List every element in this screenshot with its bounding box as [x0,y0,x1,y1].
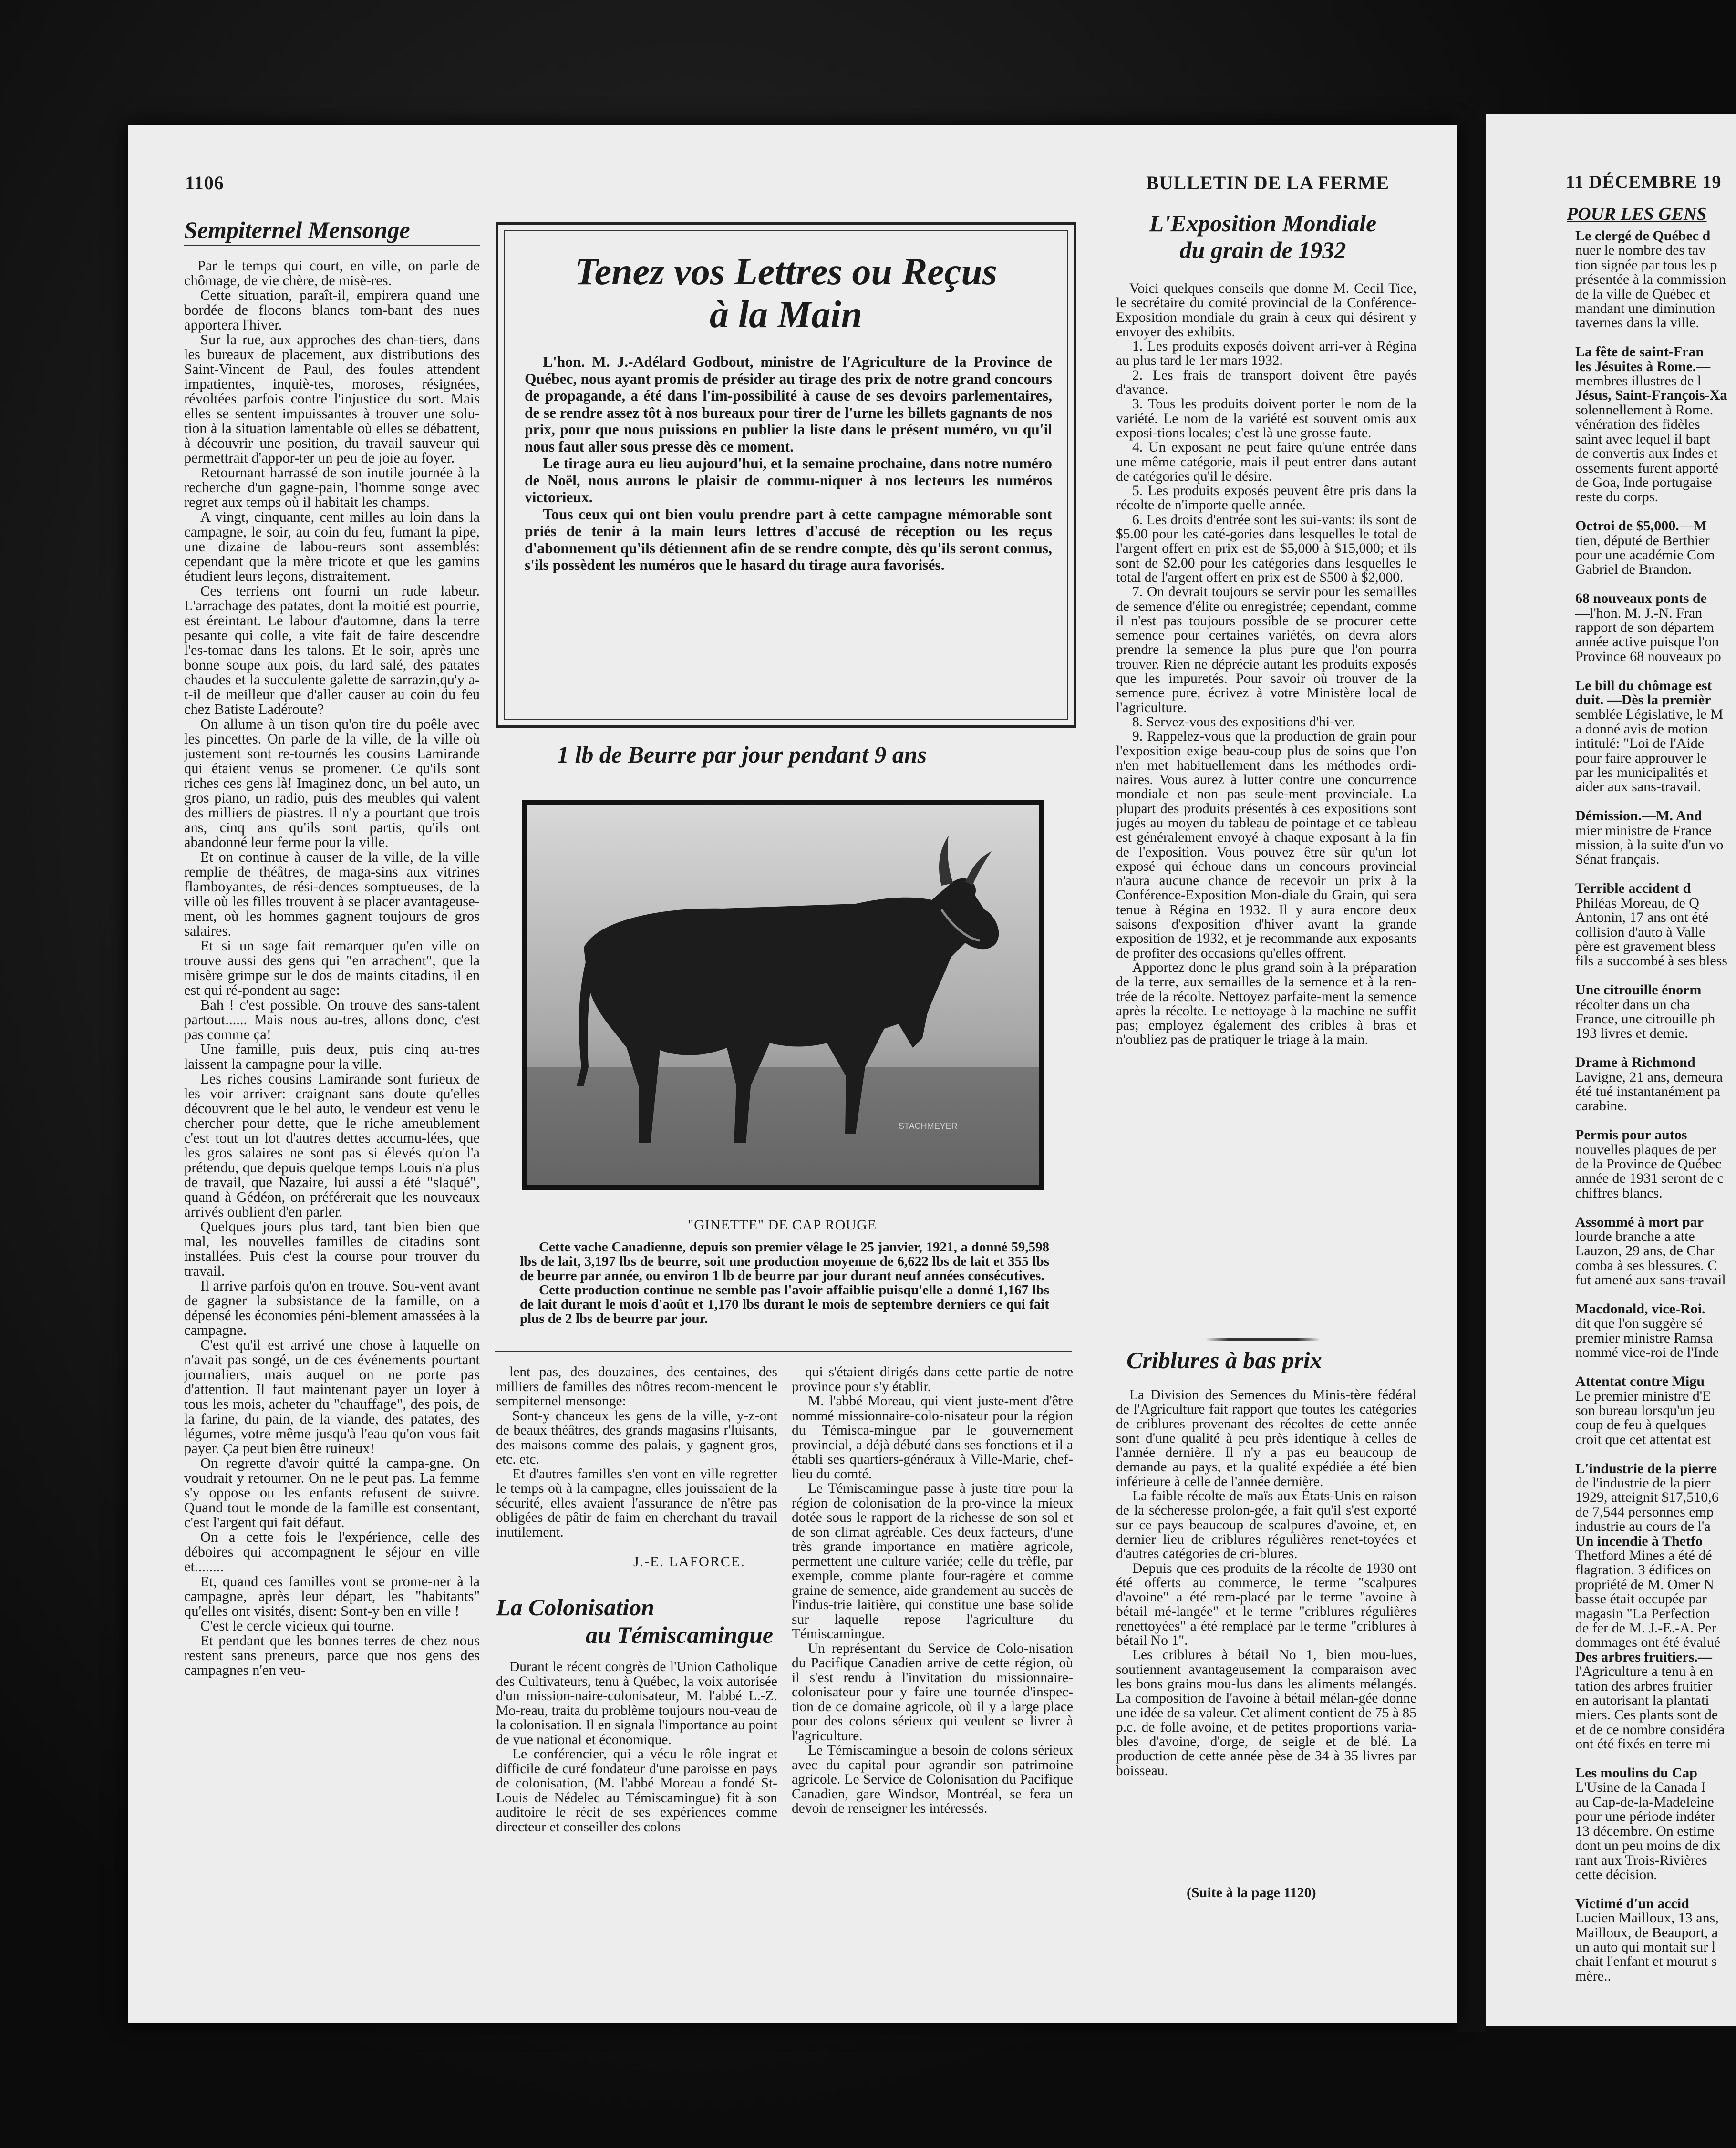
announcement-title-line-2: à la Main [709,293,863,336]
brief-line: père est gravement bless [1575,939,1716,954]
brief-line: de Goa, Inde portugaise [1575,475,1712,490]
paragraph: Et pendant que les bonnes terres de chez nous restent sans preneurs, parce que nos gens des campagnes n'en veu- [184,1632,480,1678]
colonisation-title-line-1: La Colonisation [496,1594,655,1621]
brief-line: et de ce nombre considéra [1575,1722,1725,1737]
paragraph: Depuis que ces produits de la récolte de 1930 ont été offerts au commerce, le terme "scalpures d'avoine" a été rem-placé par le terme "avoine à bétail mé-langée" et le terme "criblures régulières renettoyées" a été remplacé par le terme "criblures à bétail No 1". [1116,1560,1416,1649]
brief-line: carabine. [1575,1099,1628,1114]
left-article-title: Sempiternel Mensonge [184,217,410,243]
paragraph: Sur la rue, aux approches des chan-tiers, dans les bureaux de placement, aux distributions des Saint-Vincent de Paul, des foules attendent impatientes, inquiè-tes, moroses, résignées, révoltées parfois contre l'injustice du sort. Mais elles se sentent impuissantes à trouver une solu-tion à la situation lamentable où elles se débattent, à découvrir une position, du travail sauveur qui permettrait d'appor-ter un peu de joie au foyer. [184,331,480,466]
brief-line: année de 1931 seront de c [1575,1171,1724,1186]
colonisation-title-line-2: au Témiscamingue [586,1621,774,1648]
announcement-title [498,251,1074,336]
paragraph: Durant le récent congrès de l'Union Catholique des Cultivateurs, tenu à Québec, la voix autorisée d'un mission-naire-colonisateur, M. l'abbé L.-Z. Mo-reau, traita du problème toujours nou-veau de la colonisation. Il en signala l'importance au point de vue national et économique. [496,1659,777,1747]
paragraph: Les riches cousins Lamirande sont furieux de les voir arriver: craignant sans doute qu'elles découvrent que le bel auto, le vendeur est venu le chercher pour dette, que le riche ameublement c'est tout un lot d'autres dettes accumu-lées, que les gros salaires ne sont pas si élevés qu'on l'a prétendu, que depuis quelque temps Louis n'a plus de travail, que Nazaire, lui aussi a été "slaqué", quand à Gédéon, on préférerait que les nouveaux arrivés oublient d'en parler. [184,1071,480,1220]
paragraph: Et d'autres familles s'en vont en ville regretter le temps où à la campagne, elles jouissaient de la sécurité, elles avaient l'assurance de n'être pas obligées de pâtir de faim en cherchant du travail inutilement. [496,1466,777,1540]
brief-line: coup de feu à quelques [1575,1418,1706,1433]
newspaper-page [128,125,1457,2023]
brief-line: croit que cet attentat est [1575,1432,1711,1447]
brief-line: de la ville de Québec et [1575,287,1710,302]
paragraph: 7. On devrait toujours se servir pour les semailles de semence d'élite ou enregistrée; cependant, comme il n'est pas toujours possible de se procurer cette semence pour certaines variétés, on devra alors prendre la semence la plus pure que l'on pourra trouver. Rien ne déprécie autant les produits exposés que les impuretés. Pour savoir où trouver de la semence pure, écrivez à votre Ministère local de l'agriculture. [1116,584,1416,715]
announcement-body [525,353,1052,574]
paragraph: Ces terriens ont fourni un rude labeur. L'arrachage des patates, dont la moitié est pourrie, est éreintant. Le labour d'automne, dans la terre pesante qui colle, a vite fait de faire descendre l'es-tomac dans les talons. Et le soir, après une bonne soupe aux pois, du lard salé, des patates chaudes et la succulente galette de sarrazin,qu'y a-t-il de meilleur que d'aller causer au coin du feu chez Batiste Ladéroute? [184,583,480,717]
brief-line: Permis pour autos [1575,1128,1687,1143]
paragraph: Voici quelques conseils que donne M. Cecil Tice, le secrétaire du comité provincial de la Conférence-Exposition mondiale du grain à ceux qui désirent y envoyer des exhibits. [1116,281,1416,340]
brief-line [1575,1360,1736,1374]
brief-line: un auto qui montait sur l [1575,1940,1716,1955]
brief-line: rant aux Trois-Rivières [1575,1853,1707,1868]
brief-line: reste du corps. [1575,490,1659,505]
paragraph: Cette situation, paraît-il, empirera quand une bordée de flocons blancs tom-bant des nues apportera l'hiver. [184,287,480,333]
brief-line: miers. Ces plants sont de [1575,1708,1718,1723]
paragraph: Et, quand ces familles vont se prome-ner à la campagne, après leur départ, les "habitants" qu'elles ont visités, disent: Sont-y ben en ville ! [184,1573,480,1619]
brief-line: Attentat contre Migu [1575,1374,1705,1389]
brief-line: son bureau lorsqu'un jeu [1575,1403,1715,1418]
brief-line: Une citrouille énorm [1575,983,1702,998]
paragraph: La Division des Semences du Minis-tère fédéral de l'Agriculture fait rapport que toutes les catégories de criblures provenant des récoltes de cette année sont d'une qualité à peu près identique à celles de l'année dernière. Il n'y a pas eu beaucoup de demande au pays, et la qualité expédiée a été bien inférieure à celle de l'année dernière. [1116,1387,1416,1489]
exposition-title-line-2: du grain de 1932 [1179,237,1346,263]
paragraph: Apportez donc le plus grand soin à la préparation de la terre, aux semailles de la semence et à la ren-trée de la récolte. Nettoyez parfaite-ment la semence après la récolte. Le nettoyage à la machine ne suffit pas; employez également des cribles à bras et n'oubliez pas de pratiquer le triage à la main. [1116,960,1416,1048]
brief-line: tavernes dans la ville. [1575,316,1699,330]
paragraph: 1. Les produits exposés doivent arri-ver à Régina au plus tard le 1er mars 1932. [1116,339,1416,369]
continued-note: (Suite à la page 1120) [1187,1885,1316,1900]
brief-line [1575,505,1736,519]
brief-line: fils a succombé à ses bless [1575,954,1728,969]
brief-line: de fer de M. J.-E.-A. Per [1575,1621,1716,1636]
brief-line: nuer le nombre des tav [1575,243,1706,258]
paragraph: M. l'abbé Moreau, qui vient juste-ment d'être nommé missionnaire-colo-nisateur pour la région du Témisca-mingue par le gouvernement provincial, a déjà débuté dans ses fonctions et il a établi ses quartiers-généraux à Ville-Marie, chef-lieu du comté. [792,1394,1073,1482]
brief-line: de la Province de Québec [1575,1157,1722,1172]
brief-line: aider aux sans-travail. [1575,780,1702,795]
announcement-box [496,222,1076,728]
brief-line: Lauzon, 29 ans, de Char [1575,1244,1715,1259]
brief-line: Macdonald, vice-Roi. [1575,1302,1705,1317]
ornamental-rule [1206,1338,1320,1341]
brief-line: chait l'enfant et mourut s [1575,1954,1717,1969]
brief-line: Philéas Moreau, de Q [1575,896,1699,911]
photo-caption [520,1240,1049,1326]
brief-line: Les moulins du Cap [1575,1766,1697,1781]
colonisation-column [496,1660,777,1834]
brief-line: nommé vice-roi de l'Inde [1575,1345,1719,1360]
brief-line: flagration. 3 édifices on [1575,1563,1711,1578]
brief-line: Mailloux, de Beauport, a [1575,1925,1718,1940]
brief-line: saint avec lequel il bapt [1575,432,1711,447]
paragraph: Les criblures à bétail No 1, bien mou-lues, soutiennent avantageusement la comparaison avec les bons grains mou-lus dans les aliments mélangés. La composition de l'avoine à bétail mélan-gée donne une idée de sa valeur. Cet aliment contient de 75 à 85 p.c. de folle avoine, et de petites proportions varia-bles d'avoine, d'orge, de seigle et de blé. La production de cette année pèse de 34 à 35 livres par boisseau. [1116,1647,1416,1778]
brief-line: solennellement à Rome. [1575,403,1714,418]
brief-line: ossements furent apporté [1575,461,1718,475]
paragraph: lent pas, des douzaines, des centaines, des milliers de familles des nôtres recom-mencent le sempiternel mensonge: [496,1364,777,1409]
page-gutter [1457,110,1486,2032]
caption-title: "GINETTE" DE CAP ROUGE [687,1217,877,1233]
brief-line: cette décision. [1575,1867,1657,1882]
paragraph: A vingt, cinquante, cent milles au loin dans la campagne, le soir, au coin du feu, fumant la pipe, une dizaine de labou-reurs sont assemblés: cependant que la mère tricote et que les gamins étudient leurs leçons, distraitement. [184,509,480,584]
brief-line: pour une période indéter [1575,1809,1716,1824]
announcement-title-line-1: Tenez vos Lettres ou Reçus [575,251,997,293]
paragraph: Le Témiscamingue a besoin de colons sérieux avec du capital pour agrandir son patrimoine agricole. Le Service de Colonisation du Pacifique Canadien, gare Windsor, Montréal, se fera un devoir de renseigner les intéressés. [792,1743,1073,1816]
brief-line [1575,1041,1736,1055]
brief-line: duit. —Dès la premièr [1575,693,1711,708]
brief-line: tation des arbres fruitier [1575,1679,1713,1694]
exposition-column [1116,281,1416,1047]
brief-line: de l'industrie de la pierr [1575,1476,1711,1491]
paragraph: On allume à un tison qu'on tire du poêle avec les pincettes. On parle de la ville, de la ville où justement sont re-tournés les cousins Lamirande qui étaient venus se promener. Ce qu'ils sont riches ces gens là! Imaginez donc, un bel auto, un gros piano, un radio, puis des meubles qui valent des milliers de piastres. Il n'y a pourtant que trois ans, cinq ans qu'ils sont partis, qu'ils ont abandonné leur ferme pour la ville. [184,716,480,850]
paragraph: Un représentant du Service de Colo-nisation du Pacifique Canadien arrive de cette région, où il s'est rendu à l'invitation du missionnaire-colonisateur pour y faire une tournée d'inspec-tion de ce domaine agricole, où il y a large place pour des colons sérieux qui veulent se livrer à l'agriculture. [792,1641,1073,1744]
brief-line: membres illustres de l [1575,374,1702,389]
paragraph: 4. Un exposant ne peut faire qu'une entrée dans une même catégorie, mais il peut entrer dans autant de catégories qu'il le désire. [1116,440,1416,484]
brief-line: Antonin, 17 ans ont été [1575,910,1709,925]
brief-line: l'Agriculture a tenu à en [1575,1664,1713,1679]
brief-line: L'industrie de la pierre [1575,1461,1717,1476]
brief-line: dit que l'on suggère sé [1575,1316,1703,1331]
brief-line: Assommé à mort par [1575,1215,1704,1230]
paragraph: L'hon. M. J.-Adélard Godbout, ministre de l'Agriculture de la Province de Québec, nous ayant promis de présider au tirage des prix de notre grand concours de propagande, a été dans l'im-possibilité à cause de ses devoirs parlementaires, de se rendre assez tôt à nos bureaux pour tirer de l'urne les billets gagnants de nos prix, pour que nous puissions en publier la liste dans le présent numéro, vu qu'il nous faut aller sous presse dès ce moment. [525,353,1052,455]
paragraph: 9. Rappelez-vous que la production de grain pour l'exposition exige beau-coup plus de soins que l'on n'en met habituellement dans les méthodes ordi-naires. Vous aurez à lutter contre une concurrence mondiale et non pas seule-ment provinciale. La plupart des produits présentés à ces expositions sont jugés au moyen du tableau de pointage et ce tableau est généralement envoyé à chaque exposant à la fin de l'exposition. Vous pouvez être sûr qu'un lot exposé qui échoue dans un concours provincial n'aura aucune chance de recevoir un prix à la Conférence-Exposition Mon-diale du Grain, qui sera tenue à Régina en 1932. Il y aura encore deux saisons d'exposition d'hiver avant la grande exposition de 1932, et je recommande aux exposants de profiter des occasions qu'elles offrent. [1116,729,1416,961]
paragraph: Une famille, puis deux, puis cinq au-tres laissent la campagne pour la ville. [184,1041,480,1072]
colonisation-continuation [792,1365,1073,1816]
brief-line: premier ministre Ramsa [1575,1331,1713,1346]
brief-line: mier ministre de France [1575,823,1712,838]
exposition-title-line-1: L'Exposition Mondiale [1149,210,1377,237]
next-page-date: 11 DÉCEMBRE 19 [1566,172,1722,192]
paragraph: 8. Servez-vous des expositions d'hi-ver. [1132,714,1355,730]
brief-line: de 7,544 personnes emp [1575,1505,1714,1520]
brief-line: de convertis aux Indes et [1575,446,1718,461]
brief-line: magasin "La Perfection [1575,1606,1710,1621]
caption-paragraph: Cette production continue ne semble pas l'avoir affaiblie puisqu'elle a donné 1,167 lbs de lait durant le mois d'août et 1,170 lbs durant le mois de septembre derniers ce qui fait plus de 2 lbs de beurre par jour. [520,1282,1049,1326]
paragraph: Il arrive parfois qu'on en trouve. Sou-vent avant de gagner la subsistance de la famille, on a dépensé les économies péni-blement amassées à la campagne. [184,1278,480,1338]
brief-line: 13 décembre. On estime [1575,1824,1715,1839]
brief-line: Thetford Mines a été dé [1575,1548,1712,1563]
paragraph: 6. Les droits d'entrée sont les sui-vants: ils sont de $5.00 pour les caté-gories dans lesquelles le total de l'argent offert en prix est de $5,000 à $15,000; et ils sont de $2.00 pour les catégories dans lesquelles le total de l'argent offert en prix est de $500 à $2,000. [1116,512,1416,585]
brief-line: au Cap-de-la-Madeleine [1575,1795,1714,1810]
publication-title: BULLETIN DE LA FERME [1146,172,1390,194]
article-signature: J.-E. LAFORCE. [633,1554,745,1570]
brief-line: intitulé: "Loi de l'Aide [1575,736,1705,751]
brief-line: pour faire approuver le [1575,751,1707,766]
paragraph: Quelques jours plus tard, tant bien bien que mal, les nouvelles familles de citadins sont installées. Puis c'est la course pour trouver du travail. [184,1219,480,1279]
brief-line [1575,1288,1736,1302]
brief-line: fut amené aux sans-travail [1575,1273,1726,1288]
brief-line [1575,664,1736,678]
paragraph: Et si un sage fait remarquer qu'en ville on trouve aussi des gens qui "en arrachent", que la misère grimpe sur le dos de maints citadins, il en est qui ré-pondent au sage: [184,938,480,998]
brief-line: Le premier ministre d'E [1575,1389,1711,1404]
brief-line: Victimé d'un accid [1575,1896,1689,1911]
page-number: 1106 [185,172,224,194]
brief-line: Des arbres fruitiers.— [1575,1650,1712,1665]
brief-line: basse était occupée par [1575,1592,1707,1607]
brief-line: ont été fixés en terre mi [1575,1737,1711,1752]
paragraph: 3. Tous les produits doivent porter le nom de la variété. Le nom de la variété est souvent omis aux exposi-tions locales; c'est là une grosse faute. [1116,396,1416,441]
brief-line: dont un peu moins de dix [1575,1838,1721,1853]
paragraph: qui s'étaient dirigés dans cette partie de notre province pour s'y établir. [792,1364,1073,1394]
paragraph: Et on continue à causer de la ville, de la ville remplie de théâtres, de maga-sins aux vitrines flamboyantes, de rési-dences somptueuses, de la ville où les filles trouvent à se placer avantageuse-ment, où les hommes gagnent toujours de gros salaires. [184,849,480,939]
brief-line: année active puisque l'on [1575,635,1719,650]
criblures-title: Criblures à bas prix [1126,1347,1322,1373]
brief-line: Octroi de $5,000.—M [1575,519,1707,534]
brief-line: vénération des fidèles [1575,417,1700,432]
brief-line: mandant une diminution [1575,301,1715,316]
brief-line [1575,1114,1736,1128]
paragraph: 2. Les frais de transport doivent être payés d'avance. [1116,367,1416,398]
paragraph: 5. Les produits exposés peuvent être pris dans la récolte de n'importe quelle année. [1116,483,1416,513]
brief-line: 1929, atteignit $17,510,6 [1575,1490,1719,1505]
photo-headline: 1 lb de Beurre par jour pendant 9 ans [557,741,927,768]
next-page-fragment [1486,114,1736,2026]
brief-line: dommages ont été évalué [1575,1635,1721,1650]
brief-line: industrie au cours de l'a [1575,1519,1711,1534]
brief-line: France, une citrouille ph [1575,1012,1715,1027]
brief-line: en autorisant la plantati [1575,1694,1709,1708]
paragraph: Tous ceux qui ont bien voulu prendre part à cette campagne mémorable sont priés de tenir à la main leurs lettres d'accusé de réception ou les reçus d'abonnement qu'ils détiennent afin de se rendre compte, dès qu'ils seront connus, s'ils possèdent les numéros que le hasard du tirage aura favorisés. [525,506,1052,573]
brief-line: collision d'auto à Valle [1575,925,1705,940]
brief-line: tion signée par tous les p [1575,258,1717,273]
next-page-briefs [1575,229,1736,1983]
paragraph: Par le temps qui court, en ville, on parle de chômage, de vie chère, de misè-res. [184,258,480,289]
next-page-heading: POUR LES GENS [1567,204,1707,224]
section-divider [495,1351,1072,1352]
brief-line [1575,1447,1736,1461]
title-underline [184,245,480,246]
left-article-column [184,258,480,1678]
brief-line: a donné avis de motion [1575,722,1708,737]
paragraph: La faible récolte de maïs aux États-Unis en raison de la sécheresse prolon-gée, a fait qu'il s'est exporté sur ce pays beaucoup de scalpures d'avoine, et, en dernier lieu de criblures régulières renet-toyées et d'autres catégories de cri-blures. [1116,1488,1416,1562]
brief-line: été tué instantanément pa [1575,1084,1721,1099]
paragraph: Bah ! c'est possible. On trouve des sans-talent partout...... Mais nous au-tres, allons donc, c'est pas comme ça! [184,997,480,1043]
brief-line [1575,577,1736,591]
brief-line [1575,969,1736,983]
paragraph: C'est qu'il est arrivé une chose à laquelle on n'avait pas songé, un de ces événements pourtant journaliers, mais auquel on ne porte pas d'attention. Il faut maintenant payer un loyer à tous les mois, acheter du "chauffage", des pois, de la farine, du pain, de la viande, des patates, des légumes, votre même jusqu'à l'eau qu'on vous fait payer. Ça peut bien être ruineux! [184,1337,480,1456]
brief-line: chiffres blancs. [1575,1186,1663,1201]
brief-line: Lucien Mailloux, 13 ans, [1575,1911,1719,1926]
paragraph: Le conférencier, qui a vécu le rôle ingrat et difficile de curé fondateur d'une paroisse en pays de colonisation, (M. l'abbé Moreau a fondé St-Louis de Nédelec au Témiscamingue) fit à son auditoire le récit de ses expériences comme directeur et conseiller des colons [496,1746,777,1835]
brief-line: tien, député de Berthier [1575,533,1710,548]
paragraph: Le Témiscamingue passe à juste titre pour la région de colonisation de la pro-vince la mieux dotée sous le rapport de la richesse de son sol et de son climat agréable. Ces deux facteurs, d'une très grande importance en matière agricole, permettent une culture variée; celle du trèfle, par exemple, comme plante four-ragère et comme graine de semence, aide grandement au succès de l'indus-trie laitière, qui constitue une base solide sur laquelle repose l'agriculture du Témiscamingue. [792,1481,1073,1642]
brief-line: les Jésuites à Rome.— [1575,359,1711,374]
brief-line: Province 68 nouveaux po [1575,649,1721,664]
paragraph: On a cette fois le l'expérience, celle des déboires qui accompagnent le séjour en ville et........ [184,1529,480,1575]
brief-line: Lavigne, 21 ans, demeura [1575,1070,1723,1084]
brief-line: présentée à la commission [1575,272,1726,287]
paragraph: Sont-y chanceux les gens de la ville, y-z-ont de beaux théâtres, des grands magasins r'luisants, des maisons comme des palais, y gagnent gros, etc. etc. [496,1408,777,1467]
brief-line: Gabriel de Brandon. [1575,562,1692,577]
photo-signature: STACHMEYER [899,1121,958,1131]
brief-line: 193 livres et demie. [1575,1026,1688,1041]
brief-line: 68 nouveaux ponts de [1575,591,1707,606]
brief-line: semblée Législative, le M [1575,707,1723,722]
brief-line [1575,1752,1736,1766]
brief-line: Un incendie à Thetfo [1575,1534,1703,1549]
brief-line: —l'hon. M. J.-N. Fran [1575,606,1703,620]
brief-line: Le clergé de Québec d [1575,229,1711,244]
brief-line [1575,867,1736,881]
brief-line: nouvelles plaques de per [1575,1142,1716,1157]
paragraph: On regrette d'avoir quitté la campa-gne. On voudrait y retourner. On ne le peut pas. La femme s'y oppose ou les enfants refusent de suivre. Quand tout le monde de la famille est consentant, c'est l'argent qui fait défaut. [184,1455,480,1530]
brief-line: rapport de son départem [1575,620,1714,635]
paragraph: Retournant harrassé de son inutile journée à la recherche d'un gagne-pain, l'homme songe avec regret aux temps où il habitait les champs. [184,465,480,510]
brief-line [1575,330,1736,345]
criblures-column [1116,1388,1416,1778]
brief-line: mission, à la suite d'un vo [1575,838,1724,853]
brief-line: par les municipalités et [1575,765,1708,780]
brief-line [1575,1882,1736,1896]
brief-line [1575,1200,1736,1215]
brief-line: pour une académie Com [1575,547,1715,563]
brief-line: La fête de saint-Fran [1575,345,1704,360]
brief-line: Démission.—M. And [1575,809,1702,824]
brief-line: Sénat français. [1575,852,1660,867]
exposition-title [1101,210,1425,263]
brief-line: Drame à Richmond [1575,1055,1695,1070]
caption-paragraph: Cette vache Canadienne, depuis son premier vêlage le 25 janvier, 1921, a donné 59,598 lbs de lait, 3,197 lbs de beurre, soit une production moyenne de 6,622 lbs de lait et 355 lbs de beurre par année, ou environ 1 lb de beurre par jour durant neuf années consécutives. [520,1239,1049,1283]
cow-photo [522,800,1044,1190]
brief-line [1575,795,1736,809]
brief-line: Le bill du chômage est [1575,678,1712,693]
paragraph: C'est le cercle vicieux qui tourne. [200,1618,394,1634]
brief-line: mère.. [1575,1969,1611,1984]
brief-line: propriété de M. Omer N [1575,1577,1714,1592]
brief-line: comba à ses blessures. C [1575,1258,1717,1273]
brief-line: L'Usine de la Canada I [1575,1780,1706,1795]
brief-line: récolter dans un cha [1575,997,1690,1012]
paragraph: Le tirage aura eu lieu aujourd'hui, et la semaine prochaine, dans notre numéro de Noël, nous aurons le plaisir de commu-niquer à nos lecteurs les numéros victorieux. [525,455,1052,506]
brief-line: lourde branche a atte [1575,1229,1695,1244]
left-article-continuation [496,1365,777,1539]
brief-line: Terrible accident d [1575,881,1691,896]
brief-line: Jésus, Saint-François-Xa [1575,388,1727,403]
